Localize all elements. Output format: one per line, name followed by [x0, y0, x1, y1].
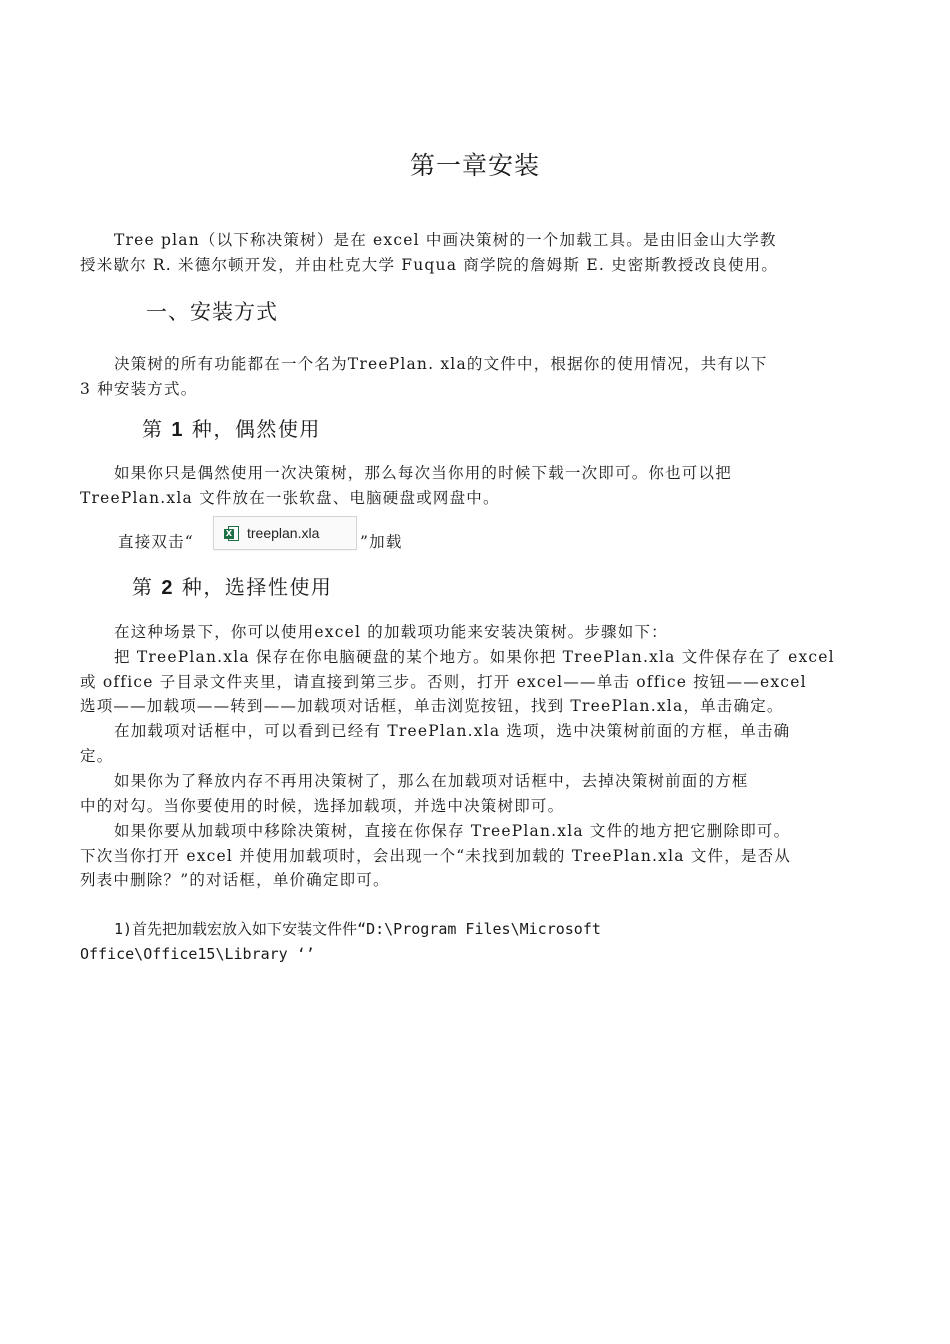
method2-paragraph-1: 在这种场景下，你可以使用excel 的加载项功能来安装决策树。步骤如下：: [114, 623, 668, 641]
method1-heading-prefix: 第: [142, 417, 164, 441]
file-name-label: treeplan.xla: [247, 525, 320, 541]
method2-heading-suffix: 种，选择性使用: [181, 575, 333, 599]
method2-heading-prefix: 第: [132, 575, 154, 599]
method1-heading-suffix: 种，偶然使用: [191, 417, 321, 441]
chapter-title: 第一章安装: [409, 151, 540, 180]
method2-paragraph-3-line-1: 在加载项对话框中，可以看到已经有 TreePlan.xla 选项，选中决策树前面的方框，单击确: [114, 722, 791, 740]
method2-paragraph-2-line-3: 选项——加载项——转到——加载项对话框，单击浏览按钮，找到 TreePlan.xla，单击确定。: [80, 697, 784, 715]
step1-line-2: [80, 942, 860, 966]
step1-line-1-text: 1)首先把加载宏放入如下安装文件件“D:\Program Files\Microsoft: [114, 920, 601, 938]
method2-paragraph-3-line-2: 定。: [80, 747, 114, 765]
double-click-text-after: ”加载: [360, 533, 403, 551]
method2-paragraph-2-line-1: 把 TreePlan.xla 保存在你电脑硬盘的某个地方。如果你把 TreePlan.xla 文件保存在了 excel: [114, 648, 835, 666]
method2-paragraph-5-line-2: 下次当你打开 excel 并使用加载项时，会出现一个“未找到加载的 TreePlan.xla 文件，是否从: [80, 847, 792, 865]
step1-line-1: [114, 917, 894, 941]
section1-line-1: 决策树的所有功能都在一个名为TreePlan. xla的文件中，根据你的使用情况，共有以下: [114, 355, 768, 373]
intro-line-2: 授米歇尔 R. 米德尔顿开发，并由杜克大学 Fuqua 商学院的詹姆斯 E. 史密斯教授改良使用。: [80, 256, 779, 274]
method2-heading: [132, 571, 332, 600]
method1-line-1: 如果你只是偶然使用一次决策树，那么每次当你用的时候下载一次即可。你也可以把: [114, 464, 732, 482]
method2-paragraph-4-line-1: 如果你为了释放内存不再用决策树了，那么在加载项对话框中，去掉决策树前面的方框: [114, 772, 749, 790]
step1-line-2-text: Office\Office15\Library ‘’: [80, 945, 315, 963]
method1-heading-number: 1: [171, 419, 184, 441]
treeplan-file-item[interactable]: [213, 516, 357, 550]
method2-paragraph-2-line-2: 或 office 子目录文件夹里，请直接到第三步。否则，打开 excel——单击 office 按钮——excel: [80, 673, 807, 691]
method2-heading-number: 2: [161, 577, 174, 599]
method2-paragraph-5-line-1: 如果你要从加载项中移除决策树，直接在你保存 TreePlan.xla 文件的地方把它删除即可。: [114, 822, 791, 840]
excel-file-icon: X: [224, 526, 239, 541]
section-heading-install-methods: 一、安装方式: [146, 300, 278, 324]
double-click-text-before: 直接双击“: [118, 533, 194, 551]
method2-paragraph-5-line-3: 列表中删除？”的对话框，单价确定即可。: [80, 871, 390, 889]
intro-line-1: Tree plan（以下称决策树）是在 excel 中画决策树的一个加载工具。是由旧金山大学教: [114, 231, 777, 249]
method1-line-2: TreePlan.xla 文件放在一张软盘、电脑硬盘或网盘中。: [80, 489, 500, 507]
method2-paragraph-4-line-2: 中的对勾。当你要使用的时候，选择加载项，并选中决策树即可。: [80, 797, 565, 815]
section1-line-2: 3 种安装方式。: [80, 380, 198, 398]
method1-heading: [142, 413, 321, 442]
